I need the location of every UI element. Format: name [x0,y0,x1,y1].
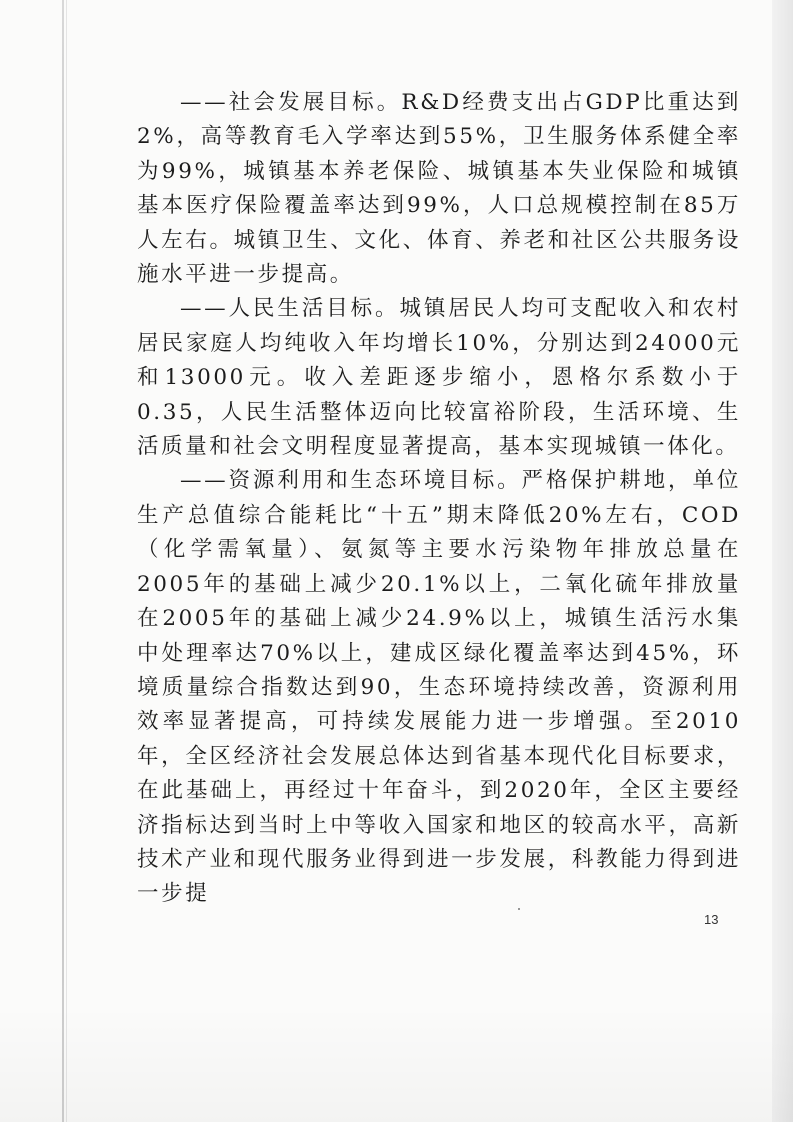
page-binding-edge [62,0,64,1122]
paragraph-resources-environment: ——资源利用和生态环境目标。严格保护耕地，单位生产总值综合能耗比“十五”期末降低20%左右，COD（化学需氧量）、氨氮等主要水污染物年排放总量在2005年的基础上减少20.1%以上，二氧化硫年排放量在2005年的基础上减少24.9%以上，城镇生活污水集中处理率达70%以上，建成区绿化覆盖率达到45%，环境质量综合指数达到90，生态环境持续改善，资源利用效率显著提高，可持续发展能力进一步增强。至2010年，全区经济社会发展总体达到省基本现代化目标要求，在此基础上，再经过十年奋斗，到2020年，全区主要经济指标达到当时上中等收入国家和地区的较高水平，高新技术产业和现代服务业得到进一步发展，科教能力得到进一步提 [137,468,741,907]
page-right-margin-shade [772,0,793,1122]
page-number: 13 [704,912,719,927]
paragraph-social-development: ——社会发展目标。R&D经费支出占GDP比重达到2%，高等教育毛入学率达到55%，卫生服务体系健全率为99%，城镇基本养老保险、城镇基本失业保险和城镇基本医疗保险覆盖率达到99%，人口总规模控制在85万人左右。城镇卫生、文化、体育、养老和社区公共服务设施水平进一步提高。 [137,90,741,288]
page-binding-edge-inner [66,0,67,1122]
paragraph-people-livelihood: ——人民生活目标。城镇居民人均可支配收入和农村居民家庭人均纯收入年均增长10%，分别达到24000元和13000元。收入差距逐步缩小，恩格尔系数小于0.35，人民生活整体迈向比较富裕阶段，生活环境、生活质量和社会文明程度显著提高，基本实现城镇一体化。 [137,296,741,460]
page-bottom-shade [0,1005,793,1122]
body-text [137,86,741,912]
